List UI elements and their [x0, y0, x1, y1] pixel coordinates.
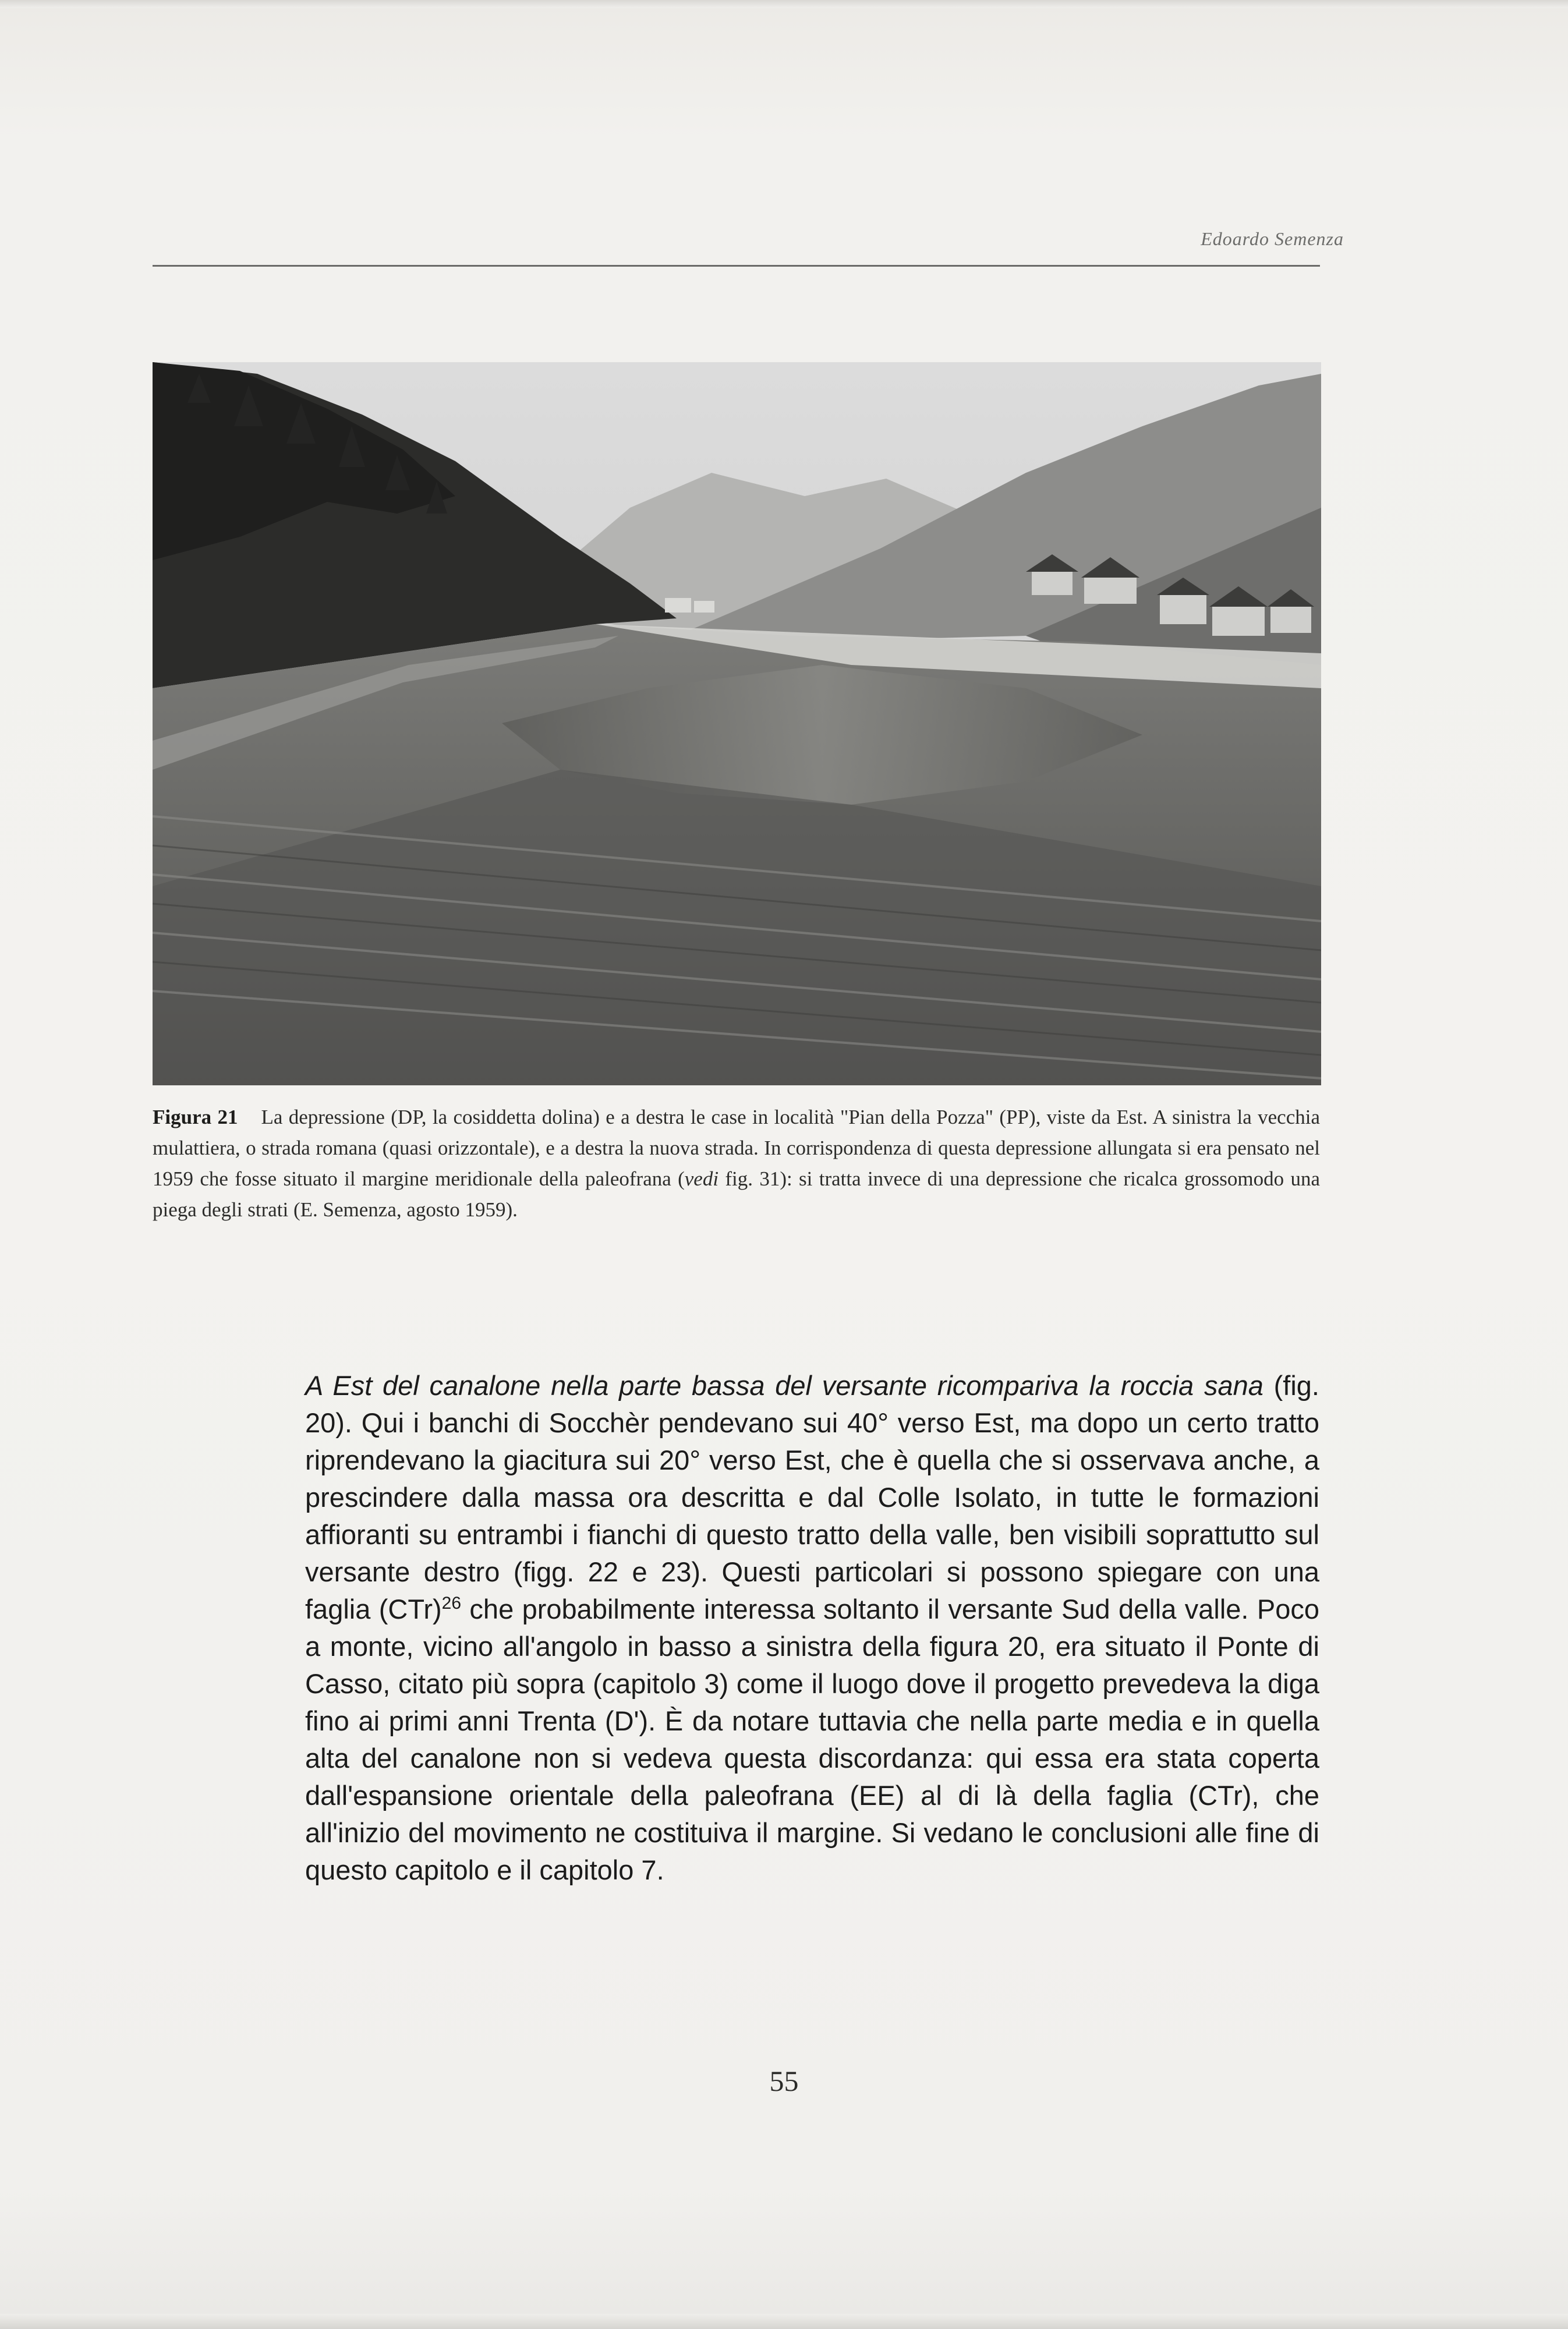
page-number: 55 — [769, 2065, 799, 2097]
page-top-edge — [0, 0, 1568, 8]
landscape-photo — [153, 362, 1321, 1085]
figure-label: Figura 21 — [153, 1106, 238, 1128]
page-bottom-edge — [0, 2314, 1568, 2329]
body-intro-italic: A Est del canalone nella parte bassa del versante ricompariva la roccia sana — [305, 1370, 1263, 1401]
footnote-ref[interactable]: 26 — [441, 1594, 462, 1613]
body-paragraph — [305, 1367, 1319, 1889]
figure-caption — [153, 1102, 1320, 1225]
body-text-main: (fig. 20). Qui i banchi di Socchèr pendevano sui 40° verso Est, ma dopo un certo tratto riprendevano la giacitura sui 20° verso Est, che è quella che si osservava anche, a prescindere dalla massa ora descritta e dal Colle Isolato, in tutte le formazioni affioranti su entrambi i fianchi di questo tratto della valle, ben visibili soprattutto sul versante destro (figg. 22 e 23). Questi particolari si possono spiegare con una faglia (CTr) — [305, 1370, 1319, 1624]
caption-text-end: fig. 31): si tratta invece di una depressione che ricalca grossomodo una piega degli strati (E. Semenza, agosto 1959). — [153, 1167, 1321, 1221]
running-header-author: Edoardo Semenza — [1201, 228, 1344, 249]
caption-vedi: vedi — [684, 1167, 719, 1190]
body-text-end: che probabilmente interessa soltanto il versante Sud della valle. Poco a monte, vicino all'angolo in basso a sinistra della figura 20, era situato il Ponte di Casso, citato più sopra (capitolo 3) come il luogo dove il progetto prevedeva la diga fino ai primi anni Trenta (D'). È da notare tuttavia che nella parte media e in quella alta del canalone non si vedeva questa discordanza: qui essa era stata coperta dall'espansione orientale della paleofrana (EE) al di là della faglia (CTr), che all'inizio del movimento ne costituiva il margine. Si vedano le conclusioni alle fine di questo capitolo e il capitolo 7. — [305, 1594, 1320, 1885]
header-rule — [153, 265, 1320, 267]
caption-text: La depressione (DP, la cosiddetta dolina) e a destra le case in località "Pian della Pozza" (PP), viste da Est. A sinistra la vecchia mulattiera, o strada romana (quasi orizzontale), e a destra la nuova strada. In corrispondenza di questa depressione allungata si era pensato nel 1959 che fosse situato il margine meridionale della paleofrana ( — [153, 1106, 1320, 1190]
